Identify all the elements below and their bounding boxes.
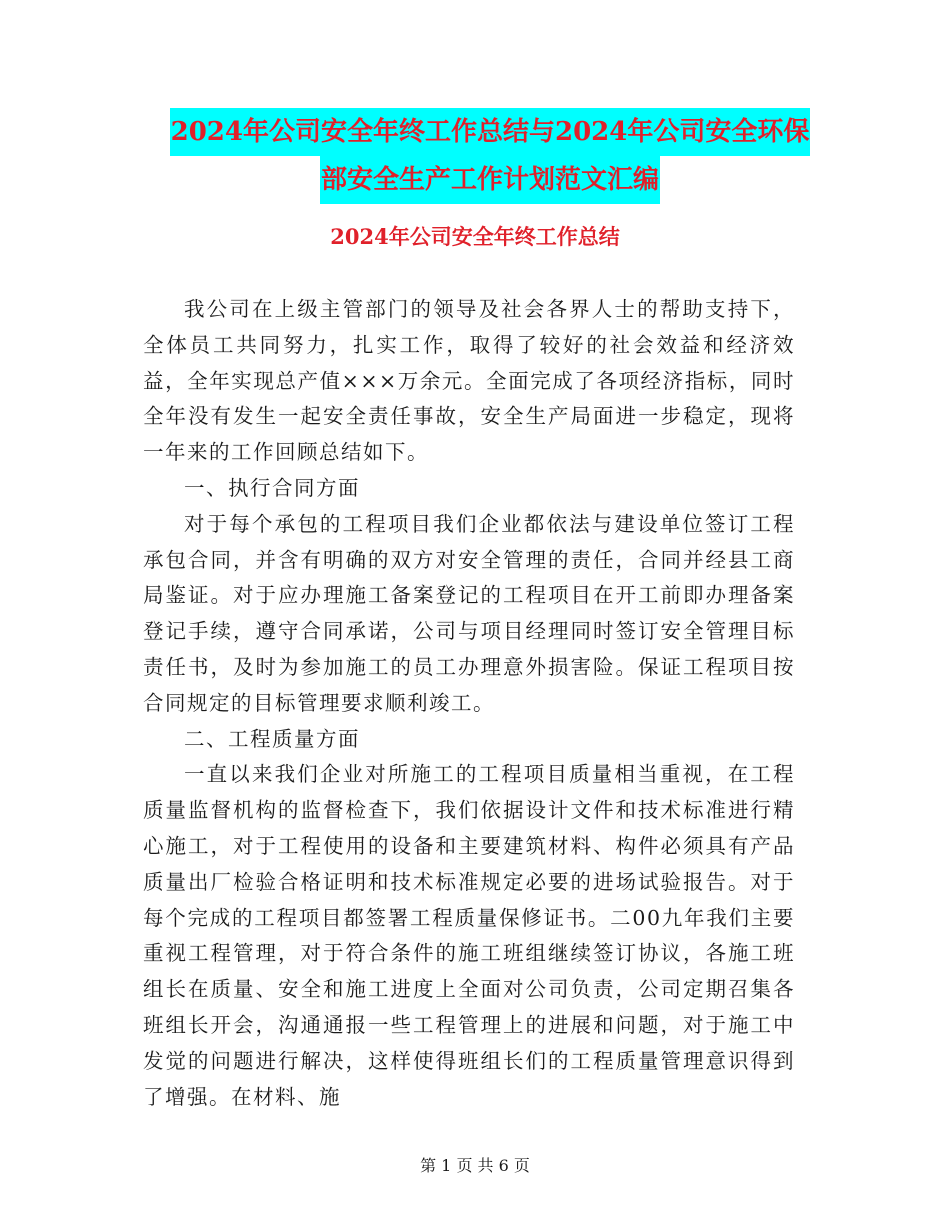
page-footer <box>0 1155 950 1177</box>
page-number: 第 1 页 共 6 页 <box>420 1156 530 1175</box>
paragraph-quality: 一直以来我们企业对所施工的工程项目质量相当重视，在工程质量监督机构的监督检查下，我们依据设计文件和技术标准进行精心施工，对于工程使用的设备和主要建筑材料、构件必须具有产品质量出厂检验合格证明和技术标准规定必要的进场试验报告。对于每个完成的工程项目都签署工程质量保修证书。二00九年我们主要重视工程管理，对于符合条件的施工班组继续签订协议，各施工班组长在质量、安全和施工进度上全面对公司负责，公司定期召集各班组长开会，沟通通报一些工程管理上的进展和问题，对于施工中发觉的问题进行解决，这样使得班组长们的工程质量管理意识得到了增强。在材料、施 <box>143 762 795 1109</box>
paragraph-intro: 我公司在上级主管部门的领导及社会各界人士的帮助支持下，全体员工共同努力，扎实工作，取得了较好的社会效益和经济效益，全年实现总产值×××万余元。全面完成了各项经济指标，同时全年没有发生一起安全责任事故，安全生产局面进一步稳定，现将一年来的工作回顾总结如下。 <box>143 297 795 465</box>
heading-quality: 二、工程质量方面 <box>184 726 360 751</box>
document-title-line-2: 部安全生产工作计划范文汇编 <box>320 156 660 204</box>
document-body <box>143 292 795 1115</box>
paragraph-contract: 对于每个承包的工程项目我们企业都依法与建设单位签订工程承包合同，并含有明确的双方对安全管理的责任，合同并经县工商局鉴证。对于应办理施工备案登记的工程项目在开工前即办理备案登记手续，遵守合同承诺，公司与项目经理同时签订安全管理目标责任书，及时为参加施工的员工办理意外损害险。保证工程项目按合同规定的目标管理要求顺利竣工。 <box>143 511 795 715</box>
section-title: 2024年公司安全年终工作总结 <box>330 224 620 249</box>
document-title <box>140 108 840 204</box>
heading-contract: 一、执行合同方面 <box>184 475 360 500</box>
document-title-line-1: 2024年公司安全年终工作总结与2024年公司安全环保 <box>170 108 811 156</box>
